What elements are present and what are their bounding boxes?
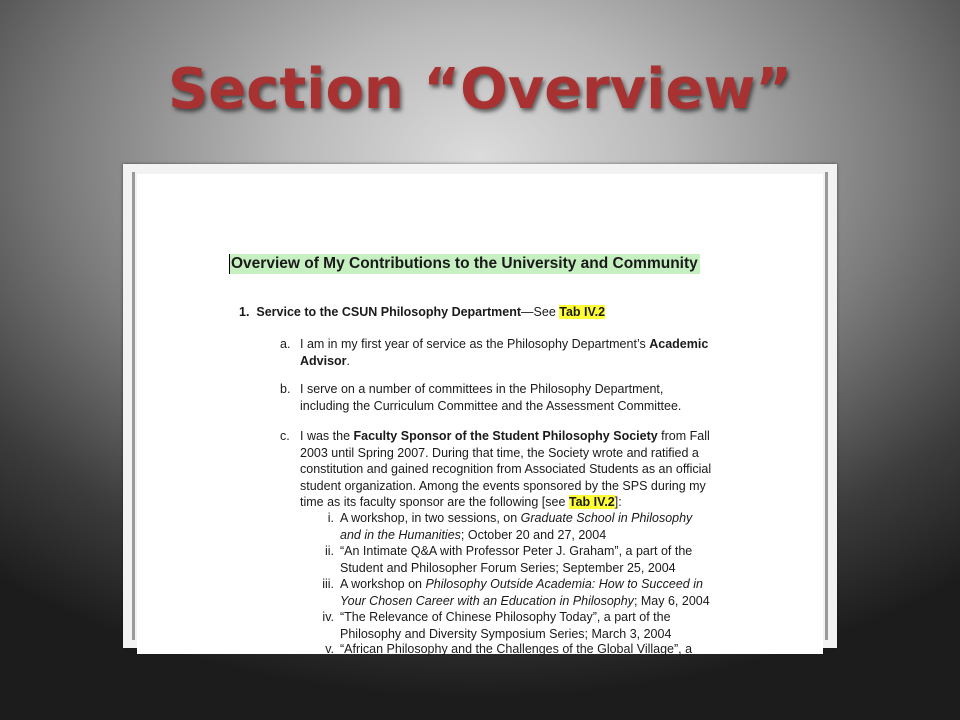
document-screenshot bbox=[123, 164, 837, 656]
sub-item-text bbox=[340, 641, 692, 658]
list-item-text bbox=[300, 381, 750, 414]
section-number: 1. bbox=[239, 305, 250, 319]
document-page bbox=[137, 174, 823, 654]
sub-item-text bbox=[340, 543, 692, 576]
text-run: ; May 6, 2004 bbox=[633, 593, 710, 608]
section-see-text: —See bbox=[521, 305, 560, 319]
sub-marker: v. bbox=[325, 642, 334, 656]
sub-item-text bbox=[340, 576, 710, 609]
text-line: “The Relevance of Chinese Philosophy Today”, a part of the bbox=[340, 610, 671, 624]
list-item-text bbox=[300, 336, 750, 369]
text-line: “African Philosophy and the Challenges of the Global Village”, a bbox=[340, 642, 693, 656]
sub-marker: i. bbox=[327, 511, 334, 525]
text-line: “An Intimate Q&A with Professor Peter J. Graham”, a part of the bbox=[340, 544, 693, 558]
list-item-text bbox=[300, 428, 750, 511]
section-1-heading bbox=[239, 304, 605, 321]
sub-marker: iv. bbox=[322, 610, 334, 624]
tab-reference-highlight: Tab IV.2 bbox=[568, 495, 615, 509]
sub-marker: iii. bbox=[322, 577, 334, 591]
list-marker: a. bbox=[280, 337, 291, 351]
text-run: . bbox=[346, 353, 351, 368]
text-run: ]: bbox=[614, 495, 622, 509]
academic-advisor-bold: Academic bbox=[649, 337, 709, 351]
text-run: ; October 20 and 27, 2004 bbox=[460, 527, 607, 542]
document-heading: Overview of My Contributions to the University and Community bbox=[231, 255, 698, 272]
text-line: 2003 until Spring 2007. During that time, the Society wrote and ratified a bbox=[300, 445, 699, 460]
text-line: Philosophy and Diversity Symposium Series; March 3, 2004 bbox=[340, 626, 672, 641]
italic-title: Philosophy Outside Academia: How to Succeed in bbox=[425, 577, 703, 591]
text-line: constitution and gained recognition from Associated Students as an official bbox=[300, 462, 712, 476]
advisor-bold: Advisor bbox=[300, 353, 347, 368]
text-line: student organization. Among the events sponsored by the SPS during my bbox=[300, 478, 706, 493]
text-run: A workshop, in two sessions, on bbox=[340, 511, 521, 525]
sub-item-text bbox=[340, 510, 692, 543]
text-line: I serve on a number of committees in the Philosophy Department, bbox=[300, 382, 664, 396]
list-marker: c. bbox=[280, 429, 290, 443]
text-run: I was the bbox=[300, 429, 354, 443]
text-line: including the Curriculum Committee and the Assessment Committee. bbox=[300, 398, 682, 413]
sub-item-text bbox=[340, 609, 671, 642]
text-run: from Fall bbox=[657, 429, 710, 443]
italic-title: and in the Humanities bbox=[340, 527, 461, 542]
section-title: Service to the CSUN Philosophy Department bbox=[256, 305, 522, 319]
sub-marker: ii. bbox=[324, 544, 334, 558]
slide-title: Section “Overview” bbox=[167, 57, 793, 122]
tab-reference-highlight: Tab IV.2 bbox=[559, 305, 606, 319]
italic-title: Your Chosen Career with an Education in Philosophy bbox=[340, 593, 634, 608]
text-run: time as its faculty sponsor are the following [see bbox=[300, 495, 569, 509]
italic-title: Graduate School in Philosophy bbox=[520, 511, 693, 525]
faculty-sponsor-bold: Faculty Sponsor of the Student Philosophy Society bbox=[353, 429, 658, 443]
text-run: A workshop on bbox=[340, 577, 426, 591]
text-line: Student and Philosopher Forum Series; September 25, 2004 bbox=[340, 560, 676, 575]
text-run: I am in my first year of service as the Philosophy Department’s bbox=[300, 337, 650, 351]
list-marker: b. bbox=[280, 382, 291, 396]
